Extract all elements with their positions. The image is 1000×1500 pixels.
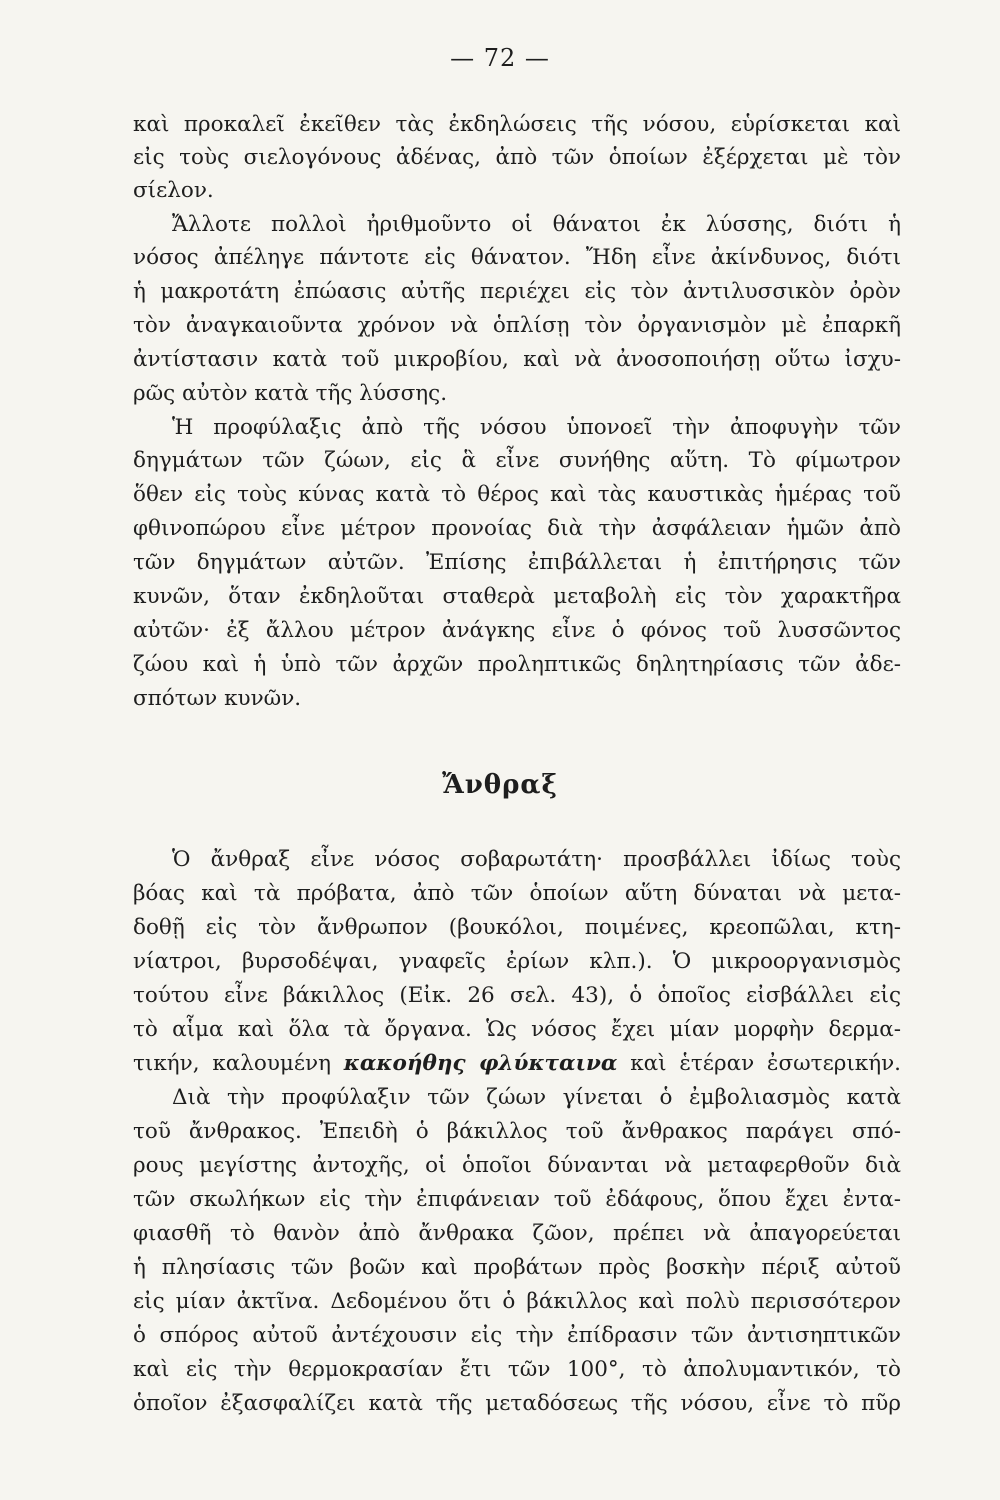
emphasized-term: κακοήθης φλύκταινα — [343, 1051, 618, 1076]
text-fragment: τικήν, καλουμένη — [133, 1051, 331, 1076]
text-line: κυνῶν, ὅταν ἐκδηλοῦται σταθερὰ μεταβολὴ εἰς τὸν χαρακτῆρα — [133, 584, 901, 609]
text-line: εἰς μίαν ἀκτῖνα. Δεδομένου ὅτι ὁ βάκιλλος καὶ πολὺ περισσότερον — [133, 1289, 901, 1314]
text-line: Ἄλλοτε πολλοὶ ἠριθμοῦντο οἱ θάνατοι ἐκ λύσσης, διότι ἡ — [172, 212, 901, 237]
text-line: σίελον. — [133, 178, 214, 203]
text-line: ρῶς αὐτὸν κατὰ τῆς λύσσης. — [133, 381, 448, 406]
text-line: τὸ αἷμα καὶ ὅλα τὰ ὄργανα. Ὡς νόσος ἔχει μίαν μορφὴν δερμα- — [133, 1017, 901, 1042]
text-line: τὸν ἀναγκαιοῦντα χρόνον νὰ ὁπλίσῃ τὸν ὀργανισμὸν μὲ ἐπαρκῆ — [133, 313, 901, 338]
text-line: ὅθεν εἰς τοὺς κύνας κατὰ τὸ θέρος καὶ τὰς καυστικὰς ἡμέρας τοῦ — [133, 482, 901, 507]
text-line: Ὁ ἄνθραξ εἶνε νόσος σοβαρωτάτη· προσβάλλει ἰδίως τοὺς — [172, 847, 901, 872]
text-line: αὐτῶν· ἐξ ἄλλου μέτρον ἀνάγκης εἶνε ὁ φόνος τοῦ λυσσῶντος — [133, 618, 901, 643]
text-line: ἡ πλησίασις τῶν βοῶν καὶ προβάτων πρὸς βοσκὴν πέριξ αὐτοῦ — [133, 1255, 901, 1280]
text-line: φθινοπώρου εἶνε μέτρον προνοίας διὰ τὴν ἀσφάλειαν ἡμῶν ἀπὸ — [133, 516, 901, 541]
text-line: νόσος ἀπέληγε πάντοτε εἰς θάνατον. Ἤδη εἶνε ἀκίνδυνος, διότι — [133, 245, 901, 270]
text-line: τούτου εἶνε βάκιλλος (Εἰκ. 26 σελ. 43), ὁ ὁποῖος εἰσβάλλει εἰς — [133, 983, 901, 1008]
text-line: δοθῇ εἰς τὸν ἄνθρωπον (βουκόλοι, ποιμένες, κρεοπῶλαι, κτη- — [133, 915, 901, 940]
text-line: ἡ μακροτάτη ἐπώασις αὐτῆς περιέχει εἰς τὸν ἀντιλυσσικὸν ὀρὸν — [133, 279, 901, 304]
text-line-mixed — [133, 1049, 901, 1079]
text-line: βόας καὶ τὰ πρόβατα, ἀπὸ τῶν ὁποίων αὕτη δύναται νὰ μετα- — [133, 881, 901, 906]
text-line: φιασθῆ τὸ θανὸν ἀπὸ ἄνθρακα ζῶον, πρέπει νὰ ἀπαγορεύεται — [133, 1221, 901, 1246]
text-line: Διὰ τὴν προφύλαξιν τῶν ζώων γίνεται ὁ ἐμβολιασμὸς κατὰ — [172, 1085, 901, 1110]
text-line: καὶ εἰς τὴν θερμοκρασίαν ἔτι τῶν 100°, τὸ ἀπολυμαντικόν, τὸ — [133, 1357, 901, 1382]
section-heading: Ἄνθραξ — [442, 770, 558, 800]
text-line: ἀντίστασιν κατὰ τοῦ μικροβίου, καὶ νὰ ἀνοσοποιήσῃ οὕτω ἰσχυ- — [133, 347, 901, 372]
page-number: — 72 — — [450, 44, 550, 72]
text-line: τῶν σκωλήκων εἰς τὴν ἐπιφάνειαν τοῦ ἐδάφους, ὅπου ἔχει ἐντα- — [133, 1187, 901, 1212]
text-line: τῶν δηγμάτων αὐτῶν. Ἐπίσης ἐπιβάλλεται ἡ ἐπιτήρησις τῶν — [133, 550, 901, 575]
text-line: καὶ προκαλεῖ ἐκεῖθεν τὰς ἐκδηλώσεις τῆς νόσου, εὑρίσκεται καὶ — [133, 112, 901, 137]
text-line: ὁποῖον ἐξασφαλίζει κατὰ τῆς μεταδόσεως τῆς νόσου, εἶνε τὸ πῦρ — [133, 1391, 901, 1416]
text-line: σπότων κυνῶν. — [133, 686, 302, 711]
text-fragment: καὶ ἑτέραν ἐσωτερικήν. — [630, 1051, 902, 1076]
text-line: δηγμάτων τῶν ζώων, εἰς ἃ εἶνε συνήθης αὕτη. Τὸ φίμωτρον — [133, 448, 901, 473]
text-line: εἰς τοὺς σιελογόνους ἀδένας, ἀπὸ τῶν ὁποίων ἐξέρχεται μὲ τὸν — [133, 145, 901, 170]
text-line: Ἡ προφύλαξις ἀπὸ τῆς νόσου ὑπονοεῖ τὴν ἀποφυγὴν τῶν — [172, 415, 901, 440]
text-line: ὁ σπόρος αὐτοῦ ἀντέχουσιν εἰς τὴν ἐπίδρασιν τῶν ἀντισηπτικῶν — [133, 1323, 901, 1348]
text-line: τοῦ ἄνθρακος. Ἐπειδὴ ὁ βάκιλλος τοῦ ἄνθρακος παράγει σπό- — [133, 1119, 901, 1144]
text-line: ρους μεγίστης ἀντοχῆς, οἱ ὁποῖοι δύνανται νὰ μεταφερθοῦν διὰ — [133, 1153, 901, 1178]
text-line: ζώου καὶ ἡ ὑπὸ τῶν ἀρχῶν προληπτικῶς δηλητηρίασις τῶν ἀδε- — [133, 652, 901, 677]
text-line: νίατροι, βυρσοδέψαι, γναφεῖς ἐρίων κλπ.). Ὁ μικροοργανισμὸς — [133, 949, 901, 974]
